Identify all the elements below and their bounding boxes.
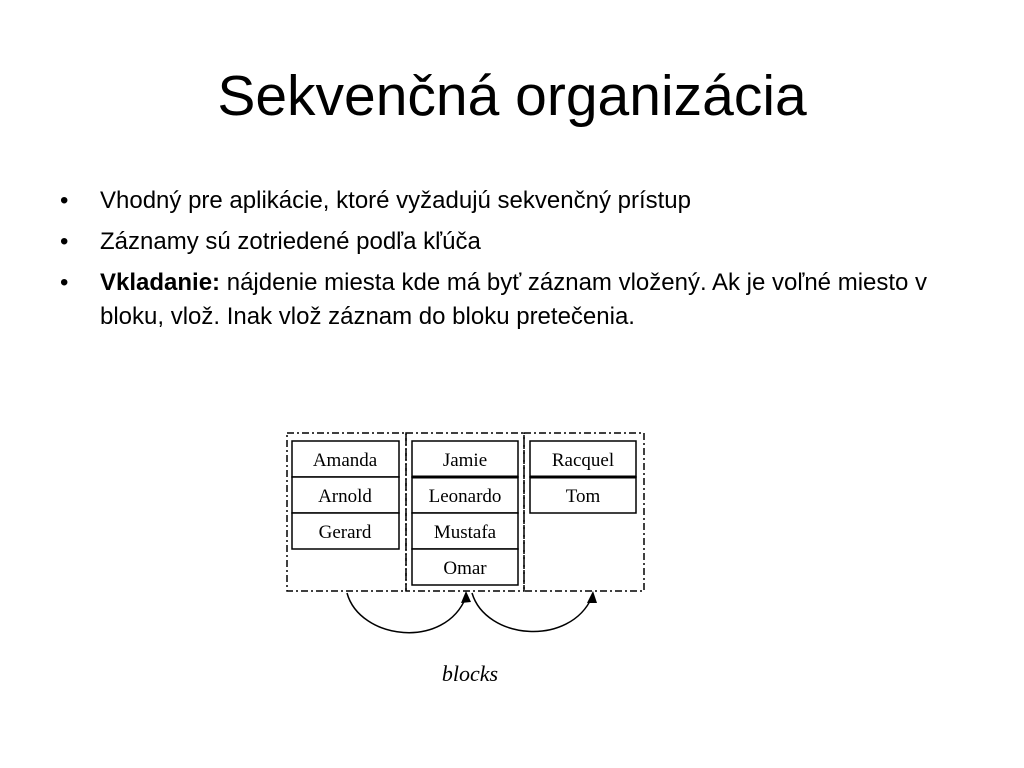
bullet-text: Záznamy sú zotriedené podľa kľúča bbox=[100, 228, 481, 255]
bullet-text: nájdenie miesta kde má byť záznam vložený. Ak je voľné miesto v bloku, vlož. Inak vlož záznam do bloku pretečenia. bbox=[100, 269, 928, 330]
record-label: Gerard bbox=[318, 522, 372, 543]
bullet-item bbox=[60, 225, 960, 259]
record-label: Jamie bbox=[442, 450, 488, 471]
record-label: Omar bbox=[443, 558, 487, 579]
record-label: Leonardo bbox=[428, 486, 502, 507]
bullet-marker: • bbox=[60, 228, 69, 255]
arrow-head bbox=[587, 591, 597, 603]
record-label: Racquel bbox=[551, 450, 615, 471]
record-label: Mustafa bbox=[433, 522, 497, 543]
bullet-item bbox=[60, 184, 960, 218]
bullet-item bbox=[60, 266, 960, 334]
block-link-arrow bbox=[347, 593, 466, 633]
bullet-bold-text: Vkladanie: bbox=[100, 269, 221, 296]
bullet-marker: • bbox=[60, 187, 69, 214]
record-label: Arnold bbox=[318, 486, 372, 507]
record-label: Amanda bbox=[312, 450, 378, 471]
arrow-head bbox=[461, 591, 471, 603]
bullet-marker: • bbox=[60, 269, 69, 296]
blocks-diagram bbox=[280, 425, 660, 695]
bullet-list bbox=[60, 184, 960, 341]
block-link-arrow bbox=[472, 593, 592, 631]
record-label: Tom bbox=[565, 486, 601, 507]
diagram-caption: blocks bbox=[441, 661, 499, 686]
slide-title: Sekvenčná organizácia bbox=[217, 64, 807, 128]
bullet-text: Vhodný pre aplikácie, ktoré vyžadujú sekvenčný prístup bbox=[100, 187, 691, 214]
